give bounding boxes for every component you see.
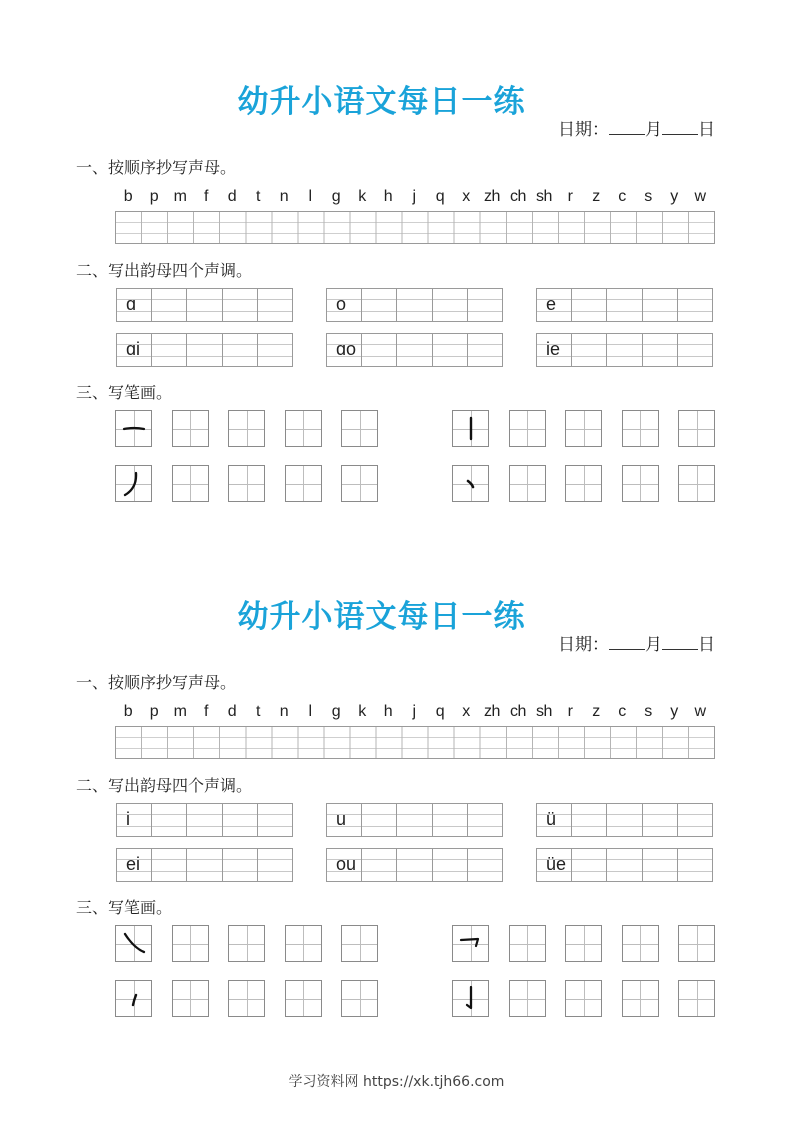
day-label: 日	[698, 635, 715, 655]
month-blank[interactable]	[609, 120, 645, 135]
consonant-letter: m	[173, 703, 187, 720]
worksheet-title: 幼升小语文每日一练	[237, 599, 526, 635]
vowel-label: ɑ	[126, 294, 137, 314]
stroke-model-cell	[452, 925, 489, 962]
vowel-tone-box[interactable]	[326, 803, 503, 837]
consonant-letter: n	[279, 703, 289, 720]
vowel-tone-box[interactable]	[116, 803, 293, 837]
vowel-label: i	[126, 809, 130, 829]
consonant-letter: sh	[536, 188, 552, 205]
tian-grid-cell[interactable]	[622, 980, 659, 1017]
vowel-tone-box[interactable]	[536, 333, 713, 367]
consonant-letter: q	[435, 703, 445, 720]
tian-grid-cell[interactable]	[341, 925, 378, 962]
footer-watermark: 学习资料网 https://xk.tjh66.com	[288, 1074, 505, 1090]
vowel-label: üe	[546, 854, 567, 874]
consonant-letter: j	[412, 188, 416, 205]
stroke-model-cell	[452, 465, 489, 502]
four-line-writing-grid[interactable]	[115, 726, 715, 759]
tian-grid-cell[interactable]	[678, 925, 715, 962]
consonant-letter: zh	[484, 703, 500, 720]
tian-grid-cell[interactable]	[285, 410, 322, 447]
question-2: 二、写出韵母四个声调。	[76, 261, 253, 280]
consonant-letter: ch	[510, 188, 526, 205]
stroke-shugou-icon	[453, 981, 488, 1016]
consonant-list	[115, 703, 715, 723]
consonant-letter: y	[670, 188, 678, 205]
stroke-model-cell	[115, 465, 152, 502]
vowel-label: ɑi	[126, 339, 141, 359]
consonant-letter: b	[123, 188, 133, 205]
month-blank[interactable]	[609, 635, 645, 650]
tian-grid-cell[interactable]	[622, 925, 659, 962]
question-1: 一、按顺序抄写声母。	[76, 673, 237, 692]
tian-grid-cell[interactable]	[341, 980, 378, 1017]
consonant-letter: c	[618, 703, 626, 720]
consonant-letter: s	[644, 188, 652, 205]
month-label: 月	[645, 635, 662, 655]
vowel-tone-box[interactable]	[116, 288, 293, 322]
tian-grid-cell[interactable]	[228, 980, 265, 1017]
consonant-letter: t	[256, 703, 260, 720]
stroke-model-cell	[115, 980, 152, 1017]
consonant-letter: x	[462, 188, 470, 205]
vowel-tone-box[interactable]	[116, 848, 293, 882]
vowel-label: ie	[546, 339, 561, 359]
tian-grid-cell[interactable]	[172, 980, 209, 1017]
tian-grid-cell[interactable]	[678, 465, 715, 502]
tian-grid-cell[interactable]	[172, 925, 209, 962]
vowel-label: ɑo	[336, 339, 357, 359]
tian-grid-cell[interactable]	[228, 465, 265, 502]
stroke-model-cell	[115, 410, 152, 447]
consonant-letter: ch	[510, 703, 526, 720]
tian-grid-cell[interactable]	[509, 980, 546, 1017]
tian-grid-cell[interactable]	[341, 465, 378, 502]
tian-grid-cell[interactable]	[285, 465, 322, 502]
tian-grid-cell[interactable]	[678, 980, 715, 1017]
stroke-ti-icon	[116, 981, 151, 1016]
consonant-letter: h	[383, 703, 393, 720]
vowel-tone-box[interactable]	[116, 333, 293, 367]
consonant-letter: d	[227, 703, 237, 720]
question-3: 三、写笔画。	[76, 898, 173, 917]
consonant-letter: r	[567, 188, 573, 205]
consonant-letter: y	[670, 703, 678, 720]
tian-grid-cell[interactable]	[172, 465, 209, 502]
stroke-na-icon	[116, 926, 151, 961]
date-label: 日期：	[558, 635, 609, 655]
date-line	[558, 630, 715, 655]
consonant-letter: f	[204, 703, 208, 720]
consonant-letter: g	[331, 703, 341, 720]
consonant-letter: k	[358, 188, 366, 205]
consonant-letter: m	[173, 188, 187, 205]
consonant-letter: k	[358, 703, 366, 720]
tian-grid-cell[interactable]	[285, 980, 322, 1017]
tian-grid-cell[interactable]	[622, 410, 659, 447]
stroke-model-cell	[452, 980, 489, 1017]
consonant-letter: s	[644, 703, 652, 720]
stroke-pie-icon	[116, 466, 151, 501]
consonant-letter: p	[149, 703, 159, 720]
consonant-letter: j	[412, 703, 416, 720]
vowel-tone-box[interactable]	[536, 848, 713, 882]
consonant-letter: t	[256, 188, 260, 205]
stroke-dian-icon	[453, 466, 488, 501]
tian-grid-cell[interactable]	[285, 925, 322, 962]
tian-grid-cell[interactable]	[341, 410, 378, 447]
vowel-label: ei	[126, 854, 141, 874]
date-line	[558, 115, 715, 140]
question-2: 二、写出韵母四个声调。	[76, 776, 253, 795]
vowel-tone-box[interactable]	[536, 803, 713, 837]
consonant-letter: l	[308, 188, 312, 205]
tian-grid-cell[interactable]	[509, 925, 546, 962]
date-label: 日期：	[558, 120, 609, 140]
consonant-letter: g	[331, 188, 341, 205]
worksheet-title: 幼升小语文每日一练	[237, 84, 526, 120]
tian-grid-cell[interactable]	[622, 465, 659, 502]
tian-grid-cell[interactable]	[565, 925, 602, 962]
vowel-label: e	[546, 294, 557, 314]
tian-grid-cell[interactable]	[172, 410, 209, 447]
consonant-letter: z	[592, 188, 600, 205]
stroke-model-cell	[115, 925, 152, 962]
consonant-letter: z	[592, 703, 600, 720]
question-3: 三、写笔画。	[76, 383, 173, 402]
vowel-tone-box[interactable]	[326, 333, 503, 367]
stroke-shu-icon	[453, 411, 488, 446]
consonant-letter: c	[618, 188, 626, 205]
stroke-heng-icon	[116, 411, 151, 446]
consonant-letter: p	[149, 188, 159, 205]
stroke-model-cell	[452, 410, 489, 447]
tian-grid-cell[interactable]	[678, 410, 715, 447]
stroke-hengzhe-icon	[453, 926, 488, 961]
consonant-letter: n	[279, 188, 289, 205]
vowel-tone-box[interactable]	[536, 288, 713, 322]
consonant-letter: h	[383, 188, 393, 205]
tian-grid-cell[interactable]	[228, 925, 265, 962]
vowel-label: o	[336, 294, 347, 314]
tian-grid-cell[interactable]	[509, 410, 546, 447]
question-1: 一、按顺序抄写声母。	[76, 158, 237, 177]
day-blank[interactable]	[662, 120, 698, 135]
consonant-letter: d	[227, 188, 237, 205]
consonant-list	[115, 188, 715, 208]
consonant-letter: x	[462, 703, 470, 720]
vowel-label: u	[336, 809, 347, 829]
consonant-letter: l	[308, 703, 312, 720]
month-label: 月	[645, 120, 662, 140]
consonant-letter: zh	[484, 188, 500, 205]
vowel-tone-box[interactable]	[326, 288, 503, 322]
consonant-letter: w	[694, 188, 706, 205]
consonant-letter: f	[204, 188, 208, 205]
consonant-letter: q	[435, 188, 445, 205]
vowel-tone-box[interactable]	[326, 848, 503, 882]
tian-grid-cell[interactable]	[509, 465, 546, 502]
four-line-writing-grid[interactable]	[115, 211, 715, 244]
vowel-label: ou	[336, 854, 357, 874]
consonant-letter: w	[694, 703, 706, 720]
consonant-letter: r	[567, 703, 573, 720]
vowel-label: ü	[546, 809, 557, 829]
day-label: 日	[698, 120, 715, 140]
tian-grid-cell[interactable]	[565, 465, 602, 502]
consonant-letter: b	[123, 703, 133, 720]
practice-section-1	[0, 0, 793, 520]
tian-grid-cell[interactable]	[228, 410, 265, 447]
tian-grid-cell[interactable]	[565, 980, 602, 1017]
practice-section-2	[0, 515, 793, 1035]
consonant-letter: sh	[536, 703, 552, 720]
tian-grid-cell[interactable]	[565, 410, 602, 447]
day-blank[interactable]	[662, 635, 698, 650]
